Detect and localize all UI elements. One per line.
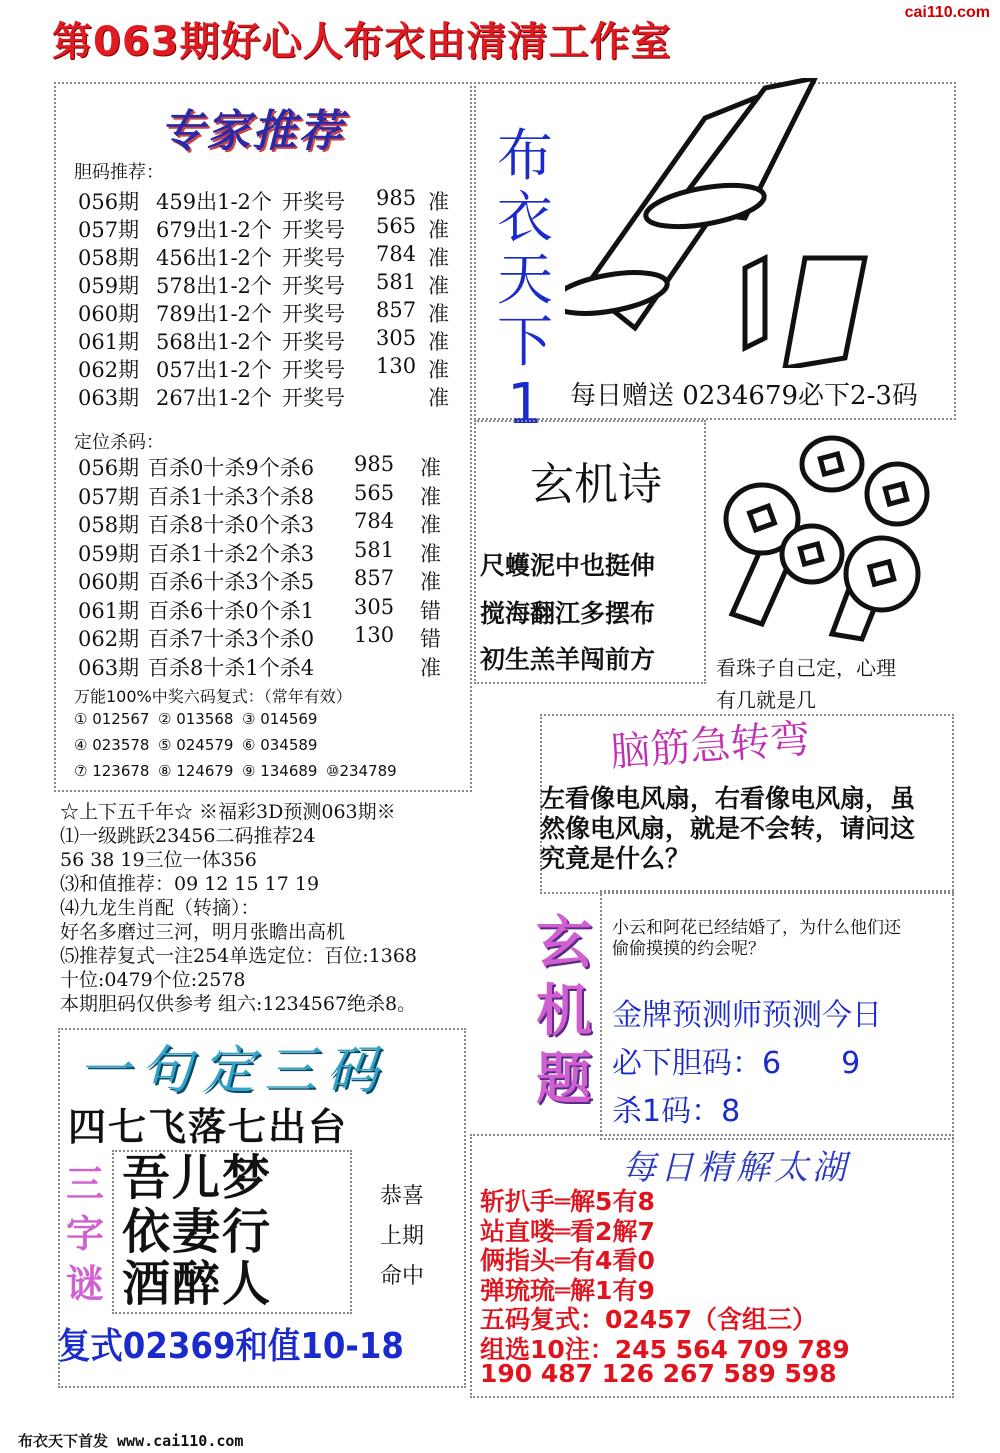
sha-cell-issue: 061期: [78, 598, 140, 623]
gold-dan: 必下胆码：6 9: [612, 1046, 861, 1081]
dan-cell-issue: 062期: [78, 358, 140, 382]
sha-cell-num: 305: [354, 594, 395, 619]
sha-cell-rec: 百杀6十杀3个杀5: [148, 570, 315, 594]
sha-cell-num: 581: [354, 537, 395, 562]
dan-cell-res: 准: [428, 358, 449, 382]
dan-cell-kj: 开奖号: [282, 246, 345, 270]
sha-cell-res: 准: [420, 513, 441, 537]
dan-cell-rec: 679出1-2个: [156, 218, 272, 242]
site-watermark[interactable]: cai110.com: [904, 4, 990, 21]
six-code: ③ 014569: [242, 710, 318, 728]
congrats-text: 恭喜: [380, 1184, 425, 1209]
six-code: ⑤ 024579: [158, 736, 234, 754]
buyi-char: 下: [497, 310, 553, 375]
sha-cell-issue: 058期: [78, 513, 140, 537]
sha-cell-rec: 百杀8十杀0个杀3: [148, 513, 315, 537]
taihu-line: 斩扒手═解5有8: [480, 1187, 655, 1216]
sha-cell-rec: 百杀1十杀2个杀3: [148, 541, 315, 566]
sha-cell-rec: 百杀7十杀3个杀0: [148, 627, 315, 651]
taihu-line: 190 487 126 267 589 598: [480, 1359, 837, 1388]
six-code: ② 013568: [158, 710, 234, 728]
dan-cell-rec: 789出1-2个: [156, 302, 272, 326]
sha-cell-res: 准: [420, 541, 441, 566]
dan-cell-rec: 456出1-2个: [156, 246, 272, 270]
dan-cell-num: 581: [376, 270, 417, 294]
dan-cell-kj: 开奖号: [282, 358, 345, 382]
sha-cell-issue: 056期: [78, 456, 140, 480]
sha-cell-res: 准: [420, 570, 441, 594]
page-title: 第063期好心人布衣由清清工作室: [52, 19, 672, 65]
six-code: ⑩234789: [326, 762, 397, 780]
szm-char: 三: [65, 1162, 104, 1206]
footer-site[interactable]: 布衣天下首发 www.cai110.com: [18, 1432, 244, 1450]
gold-kill: 杀1码：8: [612, 1094, 741, 1129]
riddle-word: 吾儿梦: [122, 1150, 273, 1206]
taihu-line: 五码复式：02457（含组三）: [480, 1305, 817, 1334]
six-label: 万能100%中奖六码复式：（常年有效）: [74, 687, 352, 706]
dan-cell-res: 准: [428, 218, 449, 242]
six-code: ④ 023578: [74, 736, 150, 754]
dan-cell-issue: 059期: [78, 274, 140, 298]
dan-cell-num: 130: [376, 354, 417, 378]
dan-cell-kj: 开奖号: [282, 302, 345, 326]
tube-illustration: [565, 78, 945, 368]
dan-cell-issue: 063期: [78, 386, 140, 410]
six-code: ⑧ 124679: [158, 762, 234, 780]
dan-cell-res: 准: [428, 190, 449, 214]
dan-cell-rec: 578出1-2个: [156, 274, 272, 298]
taihu-line: 弹琉琉═解1有9: [480, 1275, 655, 1305]
szm-char: 字: [65, 1212, 104, 1256]
taihu-line: 站直喽═看2解7: [480, 1216, 655, 1246]
dan-cell-res: 准: [428, 302, 449, 326]
szm-char: 谜: [65, 1262, 104, 1306]
sha-cell-res: 准: [420, 456, 441, 480]
buyi-char: 天: [497, 248, 553, 313]
sha-cell-issue: 060期: [78, 570, 140, 594]
dan-cell-res: 准: [428, 274, 449, 298]
six-code: ⑦ 123678: [74, 762, 150, 780]
sha-cell-res: 错: [420, 598, 441, 623]
dan-cell-kj: 开奖号: [282, 330, 345, 354]
taihu-line: 组选10注：245 564 709 789: [480, 1334, 850, 1364]
expert-title: 专家推荐: [160, 106, 344, 157]
riddle-word: 酒醉人: [122, 1256, 273, 1312]
taihu-title: 每日精解太湖: [622, 1148, 850, 1188]
dan-cell-issue: 056期: [78, 190, 140, 214]
coin-note: 看珠子自己定，心理: [716, 656, 896, 680]
gold-title: 金牌预测师预测今日: [612, 998, 882, 1033]
xuanji-char: 题: [536, 1047, 592, 1112]
dan-cell-issue: 061期: [78, 330, 140, 354]
dan-cell-num: 985: [376, 186, 417, 210]
riddle-word: 依妻行: [122, 1204, 273, 1260]
sha-cell-res: 错: [420, 627, 441, 651]
sha-cell-num: 130: [354, 623, 395, 647]
brain-title: 脑筋急转弯: [608, 716, 812, 776]
buyi-char: 衣: [497, 186, 553, 251]
coin-note: 有几就是几: [716, 688, 816, 712]
sha-cell-rec: 百杀8十杀1个杀4: [148, 655, 315, 680]
dan-cell-rec: 568出1-2个: [156, 330, 272, 354]
dan-cell-kj: 开奖号: [282, 218, 345, 242]
coins-illustration: [712, 424, 952, 644]
daily-gift: 每日赠送 0234679必下2-3码: [570, 381, 918, 411]
dan-cell-rec: 459出1-2个: [156, 190, 272, 214]
sha-cell-res: 准: [420, 655, 441, 680]
poem-line: 搅海翻江多摆布: [480, 599, 656, 628]
dan-cell-kj: 开奖号: [282, 386, 345, 410]
buyi-vertical: [490, 126, 560, 436]
dan-cell-kj: 开奖号: [282, 190, 345, 214]
sha-cell-issue: 063期: [78, 655, 140, 680]
sha-cell-res: 准: [420, 484, 441, 509]
sha-cell-rec: 百杀6十杀0个杀1: [148, 598, 315, 623]
congrats-text: 命中: [380, 1264, 425, 1289]
fushi-text: 复式02369和值10-18: [58, 1326, 404, 1367]
six-code: ⑨ 134689: [242, 762, 318, 780]
dan-cell-rec: 267出1-2个: [156, 386, 272, 410]
sxq-line: ⑴一级跳跃23456二码推荐24: [60, 825, 316, 847]
sxq-line: 本期胆码仅供参考 组六:1234567绝杀8。: [60, 993, 417, 1015]
dan-cell-num: 857: [376, 298, 417, 322]
sxq-block: [60, 800, 417, 1016]
xuanji-char: 机: [536, 979, 592, 1044]
yiju-title: 一句定三码: [78, 1041, 389, 1101]
sha-cell-rec: 百杀1十杀3个杀8: [148, 484, 315, 509]
xuanji-question: 小云和阿花已经结婚了，为什么他们还偷偷摸摸的约会呢？: [612, 918, 901, 959]
sxq-line: ☆上下五千年☆ ※福彩3D预测063期※: [60, 801, 396, 823]
dan-cell-num: 305: [376, 326, 417, 350]
dan-cell-issue: 058期: [78, 246, 140, 270]
poem-line: 尺蠖泥中也挺伸: [480, 551, 656, 580]
taihu-line: 俩指头═有4看0: [480, 1246, 655, 1275]
congrats-text: 上期: [380, 1224, 425, 1249]
sha-cell-num: 857: [354, 566, 395, 590]
dan-cell-res: 准: [428, 386, 449, 410]
sha-cell-rec: 百杀0十杀9个杀6: [148, 456, 315, 480]
sxq-line: ⑶和值推荐：09 12 15 17 19: [60, 873, 320, 895]
sha-cell-num: 784: [354, 509, 395, 533]
sxq-line: 56 38 19三位一体356: [60, 849, 257, 871]
buyi-char: 1: [507, 372, 543, 437]
sha-cell-issue: 057期: [78, 484, 140, 509]
dan-cell-kj: 开奖号: [282, 274, 345, 298]
sha-cell-num: 565: [354, 480, 395, 505]
poem-line: 初生羔羊闯前方: [480, 645, 656, 674]
poem-title: 玄机诗: [530, 459, 662, 510]
sha-cell-num: 985: [354, 452, 395, 476]
six-code: ⑥ 034589: [242, 736, 318, 754]
dan-cell-issue: 057期: [78, 218, 140, 242]
sha-cell-issue: 062期: [78, 627, 140, 651]
sha-label: 定位杀码：: [74, 432, 164, 453]
sxq-line: 好名多磨过三河，明月张瞻出高机: [60, 921, 346, 943]
dan-cell-num: 784: [376, 242, 417, 266]
dan-cell-res: 准: [428, 330, 449, 354]
dan-label: 胆码推荐：: [74, 162, 164, 183]
xuanji-char: 玄: [536, 911, 592, 976]
six-code: ① 012567: [74, 710, 150, 728]
sxq-line: 十位:0479个位:2578: [60, 969, 246, 991]
sha-cell-issue: 059期: [78, 541, 140, 566]
sxq-line: ⑷九龙生肖配（转摘）：: [60, 897, 260, 919]
dan-cell-num: 565: [376, 214, 417, 238]
brain-text: 左看像电风扇，右看像电风扇，虽然像电风扇，就是不会转，请问这究竟是什么？: [540, 784, 916, 873]
sxq-line: ⑸推荐复式一注254单选定位：百位:1368: [60, 945, 418, 967]
dan-cell-res: 准: [428, 246, 449, 270]
buyi-char: 布: [497, 124, 553, 189]
dan-cell-rec: 057出1-2个: [156, 358, 272, 382]
yiju-riddle: 四七飞落七出台: [68, 1105, 349, 1149]
dan-cell-issue: 060期: [78, 302, 140, 326]
